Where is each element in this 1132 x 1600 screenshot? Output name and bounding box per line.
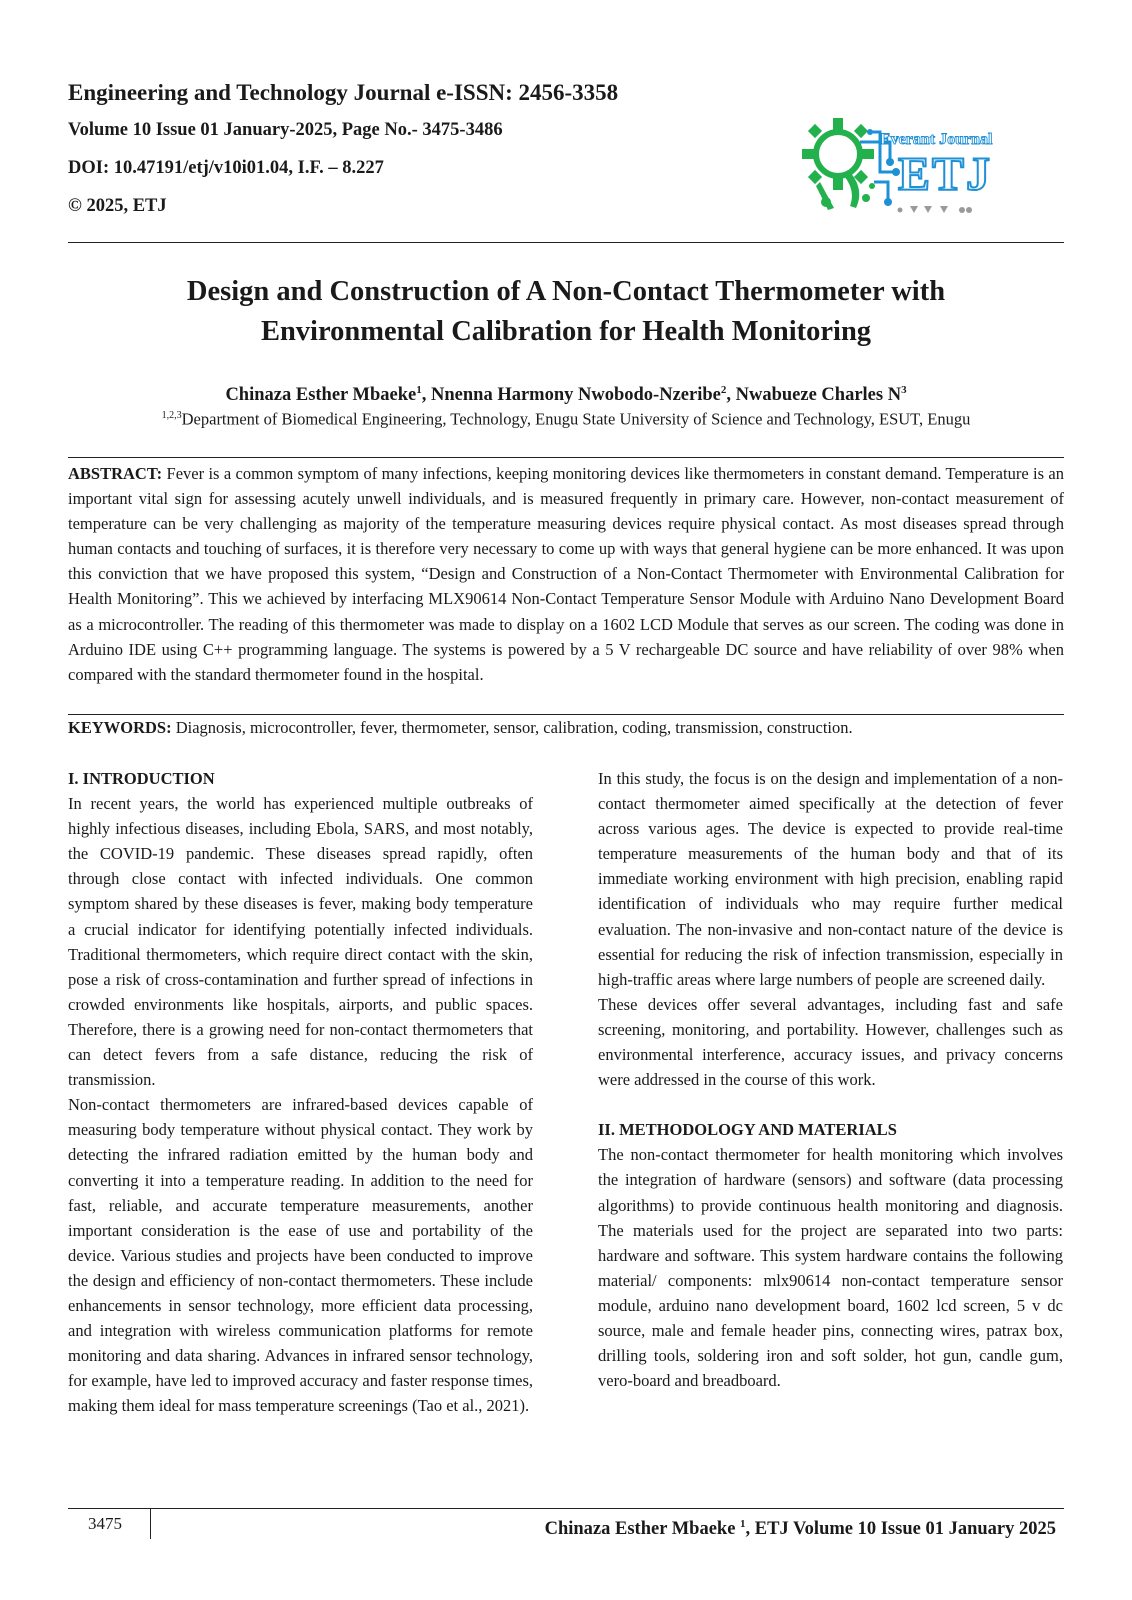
- keywords-text: Diagnosis, microcontroller, fever, thermometer, sensor, calibration, coding, transmission, construction.: [171, 718, 853, 737]
- paragraph: Non-contact thermometers are infrared-based devices capable of measuring body temperature without physical contact. They work by detecting the infrared radiation emitted by the human body and converting it into a temperature reading. In addition to the need for fast, reliable, and accurate temperature measurements, another important consideration is the ease of use and portability of the device. Various studies and projects have been conducted to improve the design and efficiency of non-contact thermometers. These include enhancements in sensor technology, more efficient data processing, and integration with wireless communication platforms for remote monitoring and data sharing. Advances in infrared sensor technology, for example, have led to improved accuracy and faster response times, making them ideal for mass temperature screenings (Tao et al., 2021).: [68, 1095, 533, 1416]
- paragraph: In recent years, the world has experienced multiple outbreaks of highly infectious diseases, including Ebola, SARS, and most notably, the COVID-19 pandemic. These diseases spread rapidly, often through close contact with infected individuals. One common symptom shared by these diseases is fever, making body temperature a crucial indicator for identifying potentially infected individuals. Traditional thermometers, which require direct contact with the skin, pose a risk of cross-contamination and further spread of infections in crowded environments like hospitals, airports, and public spaces. Therefore, there is a growing need for non-contact thermometers that can detect fevers from a safe distance, reducing the risk of transmission.: [68, 794, 533, 1090]
- paragraph: In this study, the focus is on the design and implementation of a non-contact thermometer aimed specifically at the detection of fever across various ages. The device is expected to provide real-time temperature measurements of the human body and that of its immediate working environment with high precision, enabling rapid identification of individuals who may require further medical evaluation. The non-invasive and non-contact nature of the device is essential for reducing the risk of infection transmission, especially in high-traffic areas where large numbers of people are screened daily.: [598, 769, 1063, 989]
- footer-citation: [545, 1511, 1056, 1542]
- abstract-text: Fever is a common symptom of many infections, keeping monitoring devices like thermometers in constant demand. Temperature is an important vital sign for assessing acutely unwell individuals, and is measured frequently in primary care. However, non-contact measurement of temperature can be very challenging as majority of the temperature measuring devices require physical contact. As most diseases spread through human contacts and touching of surfaces, it is therefore very necessary to come up with ways that general hygiene can be more enhanced. It was upon this conviction that we have proposed this system, “Design and Construction of a Non-Contact Thermometer with Environmental Calibration for Health Monitoring”. This we achieved by interfacing MLX90614 Non-Contact Temperature Sensor Module with Arduino Nano Development Board as a microcontroller. The reading of this thermometer was made to display on a 1602 LCD Module that serves as our screen. The coding was done in Arduino IDE using C++ programming language. The systems is powered by a 5 V rechargeable DC source and have reliability of over 98% when compared with the standard thermometer found in the hospital.: [68, 464, 1064, 684]
- footer-divider: [68, 1508, 1064, 1509]
- section-spacer: [598, 1092, 1063, 1117]
- affiliation-sup: 1,2,3: [161, 410, 182, 421]
- author-list: [68, 378, 1064, 407]
- author-separator: ,: [726, 385, 736, 406]
- abstract: [68, 461, 1064, 687]
- logo-top-text: Everant Journal: [880, 131, 993, 148]
- abstract-bottom-rule: [68, 714, 1064, 715]
- footer-separator: [150, 1509, 151, 1539]
- abstract-label: ABSTRACT:: [68, 464, 163, 483]
- title-line-2: Environmental Calibration for Health Monitoring: [260, 316, 872, 347]
- paper-title: [68, 272, 1064, 352]
- page-number: 3475: [88, 1514, 122, 1533]
- journal-volume: Volume 10 Issue 01 January-2025, Page No.- 3475-3486: [68, 120, 503, 140]
- logo-main-text: ETJ: [898, 148, 993, 201]
- left-column: [68, 766, 533, 1418]
- affiliation: [68, 405, 1064, 431]
- header-divider: [68, 242, 1064, 243]
- author-separator: ,: [421, 385, 432, 406]
- footer-citation-sup: 1: [740, 1518, 746, 1530]
- journal-header: [68, 78, 788, 232]
- author-3-sup: 3: [901, 384, 907, 396]
- keywords: [68, 716, 1064, 740]
- author-1: Chinaza Esther Mbaeke: [225, 385, 417, 406]
- author-2-sup: 2: [720, 384, 727, 396]
- footer-citation-prefix: Chinaza Esther Mbaeke: [544, 1519, 741, 1540]
- etj-logo: [800, 112, 1010, 222]
- author-3: Nwabueze Charles N: [735, 385, 902, 406]
- keywords-label: KEYWORDS:: [68, 718, 172, 737]
- right-column: [598, 766, 1063, 1393]
- author-2: Nnenna Harmony Nwobodo-Nzeribe: [431, 385, 721, 406]
- journal-name: Engineering and Technology Journal e-ISSN: 2456-3358: [68, 80, 619, 105]
- author-1-sup: 1: [416, 384, 422, 396]
- paragraph: The non-contact thermometer for health monitoring which involves the integration of hardware (sensors) and software (data processing algorithms) to provide continuous health monitoring and diagnosis. The materials used for the project are separated into two parts: hardware and software. This system hardware contains the following material/ components: mlx90614 non-contact temperature sensor module, arduino nano development board, 1602 lcd screen, 5 v dc source, male and female header pins, connecting wires, patrax box, drilling tools, soldering iron and soft solder, hot gun, candle gum, vero-board and breadboard.: [598, 1145, 1063, 1391]
- section-heading-methodology: II. METHODOLOGY AND MATERIALS: [598, 1120, 897, 1140]
- section-heading-introduction: I. INTRODUCTION: [68, 769, 215, 788]
- etj-logo-graphic: [800, 112, 1010, 222]
- footer-citation-suffix: , ETJ Volume 10 Issue 01 January 2025: [745, 1519, 1056, 1540]
- paragraph: These devices offer several advantages, including fast and safe screening, monitoring, and portability. However, challenges such as environmental interference, accuracy issues, and privacy concerns were addressed in the course of this work.: [598, 994, 1063, 1090]
- journal-doi: DOI: 10.47191/etj/v10i01.04, I.F. – 8.227: [68, 158, 384, 178]
- title-line-1: Design and Construction of A Non-Contact Thermometer with: [186, 276, 946, 307]
- journal-copyright: © 2025, ETJ: [68, 196, 167, 216]
- abstract-top-rule: [68, 457, 1064, 458]
- affiliation-text: Department of Biomedical Engineering, Technology, Enugu State University of Science and Technology, ESUT, Enugu: [181, 409, 971, 429]
